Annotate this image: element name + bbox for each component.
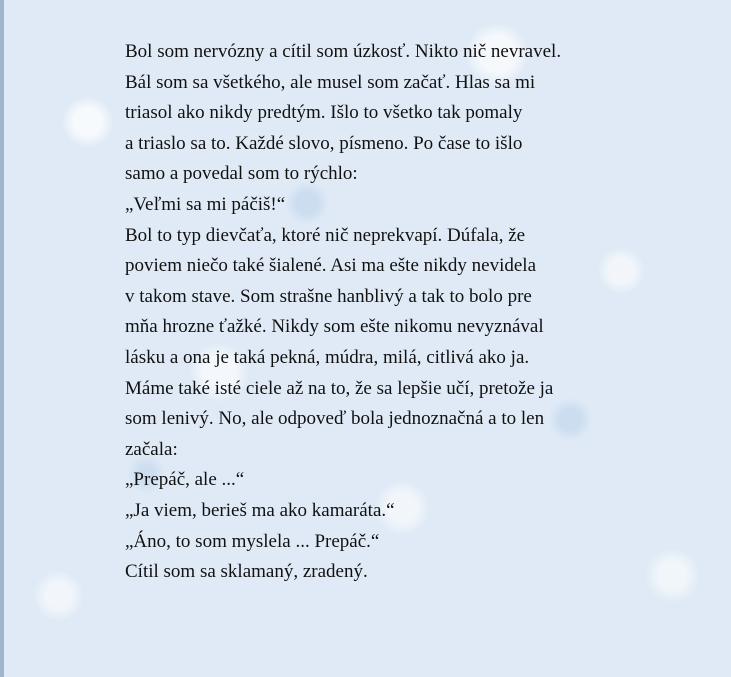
text-line: a triaslo sa to. Každé slovo, písmeno. Po čase to išlo: [125, 132, 523, 154]
text-line: mňa hrozne ťažké. Nikdy som ešte nikomu nevyznával: [125, 316, 544, 338]
text-line: Bol to typ dievčaťa, ktoré nič neprekvapí. Dúfala, že: [125, 224, 526, 246]
text-line: „Ja viem, berieš ma ako kamaráta.“: [125, 499, 395, 521]
text-line: „Áno, to som myslela ... Prepáč.“: [125, 530, 380, 552]
text-line: Cítil som sa sklamaný, zradený.: [125, 561, 368, 583]
text-line: „Prepáč, ale ...“: [125, 469, 245, 491]
text-line: triasol ako nikdy predtým. Išlo to všetko tak pomaly: [125, 102, 523, 124]
story-text: [125, 37, 725, 588]
text-line: „Veľmi sa mi páčiš!“: [125, 193, 286, 215]
text-line: Bol som nervózny a cítil som úzkosť. Nikto nič nevravel.: [125, 41, 562, 62]
text-line: poviem niečo také šialené. Asi ma ešte nikdy nevidela: [125, 255, 537, 277]
text-line: lásku a ona je taká pekná, múdra, milá, citlivá ako ja.: [125, 346, 530, 368]
document-page: [4, 0, 731, 677]
text-line: som lenivý. No, ale odpoveď bola jednoznačná a to len: [125, 408, 545, 430]
text-line: Bál som sa všetkého, ale musel som začať. Hlas sa mi: [125, 71, 536, 93]
text-line: začala:: [125, 438, 178, 460]
text-line: samo a povedal som to rýchlo:: [125, 163, 358, 185]
text-line: v takom stave. Som strašne hanblivý a tak to bolo pre: [125, 285, 532, 307]
text-line: Máme také isté ciele až na to, že sa lepšie učí, pretože ja: [125, 377, 554, 399]
